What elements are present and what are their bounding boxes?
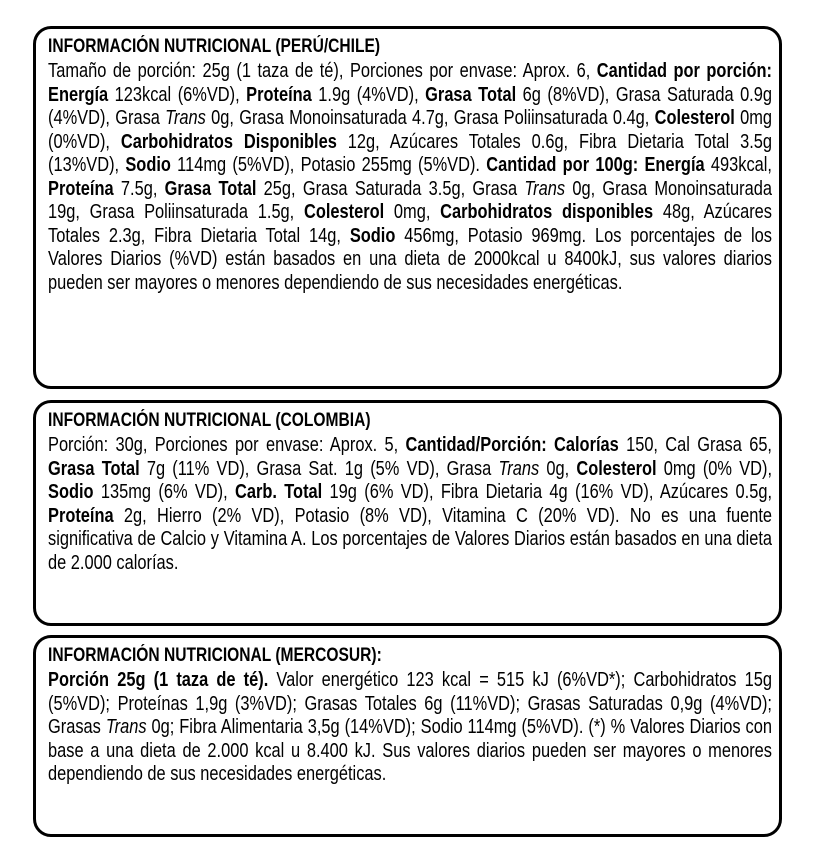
bold-label: Grasa Total [164, 176, 257, 200]
text-run: 123kcal (6%VD), [108, 82, 247, 106]
text-run: 0g, Grasa Monoinsaturada 19g, Grasa Poliinsaturada 1.5g, [48, 176, 772, 223]
text-run: 2g, Hierro (2% VD), Potasio (8% VD), Vitamina C (20% VD). No es una fuente significativa de Calcio y Vitamina A. Los porcentajes de Valores Diarios están basados en una dieta de 2.000 calorías. [48, 503, 772, 574]
text-run: 0mg (0%VD), [48, 106, 772, 153]
bold-label: Colesterol [303, 200, 385, 223]
text-run: 25g, Grasa Saturada 3.5g, Grasa [256, 176, 525, 200]
bold-label: Colesterol [654, 106, 735, 129]
italic-term: Trans [165, 106, 206, 129]
bold-label: Proteína [48, 176, 114, 200]
text-run: 7g (11% VD), Grasa Sat. 1g (5% VD), Grasa [139, 456, 499, 480]
bold-label: Cantidad/Porción: Calorías [405, 433, 619, 456]
bold-label: Sodio [48, 480, 94, 503]
bold-label: Sodio [125, 153, 171, 176]
nutrition-panel-peru-chile [33, 26, 782, 389]
text-run: 0mg (0% VD), [656, 456, 773, 480]
bold-label: Carb. Total [235, 480, 323, 503]
text-run: 6g (8%VD), Grasa Saturada 0.9g (4%VD), Grasa [48, 82, 772, 129]
text-run: 12g, Azúcares Totales 0.6g, Fibra Dietaria Total 3.5g (13%VD), [48, 129, 772, 176]
panel-title: INFORMACIÓN NUTRICIONAL (PERÚ/CHILE) [48, 36, 381, 57]
text-run: Porción: 30g, Porciones por envase: Aprox. 5, [48, 433, 406, 456]
text-run: 0mg, [384, 200, 441, 223]
panel-body [48, 59, 772, 294]
bold-label: Grasa Total [425, 82, 517, 106]
text-run: 493kcal, [704, 153, 772, 176]
bold-label: Grasa Total [48, 456, 140, 480]
text-run: 114mg (5%VD), Potasio 255mg (5%VD). [170, 153, 487, 176]
panel-title: INFORMACIÓN NUTRICIONAL (MERCOSUR): [48, 645, 382, 666]
bold-label: Proteína [246, 82, 312, 106]
text-run: 0g; Fibra Alimentaria 3,5g (14%VD); Sodio 114mg (5%VD). (*) % Valores Diarios con base a una dieta de 2.000 kcal u 8.400 kJ. Sus valores diarios pueden ser mayores o menores dependiendo de sus necesidades energéticas. [48, 715, 773, 785]
text-run: 456mg, Potasio 969mg. Los porcentajes de los Valores Diarios (%VD) están basados en una dieta de 2000kcal u 8400kJ, sus valores diarios pueden ser mayores o menores dependiendo de sus necesidades energéticas. [48, 223, 772, 294]
nutrition-panel-mercosur [33, 635, 782, 837]
bold-label: Carbohidratos Disponibles [120, 129, 337, 153]
text-run: 19g (6% VD), Fibra Dietaria 4g (16% VD), Azúcares 0.5g, [322, 480, 772, 503]
italic-term: Trans [105, 715, 147, 738]
text-run: 150, Cal Grasa 65, [618, 433, 772, 456]
text-run: 0g, [539, 456, 577, 480]
text-run: 1.9g (4%VD), [311, 82, 426, 106]
panel-body [48, 433, 772, 574]
bold-label: Porción 25g (1 taza de té). [48, 668, 269, 691]
text-run: 7.5g, [113, 176, 165, 200]
bold-label: Carbohidratos disponibles [440, 200, 654, 223]
italic-term: Trans [498, 456, 540, 480]
bold-label: Sodio [349, 223, 396, 247]
bold-label: Cantidad por 100g: Energía [486, 153, 705, 176]
text-run: Valor energético 123 kcal = 515 kJ (6%VD*); Carbohidratos 15g (5%VD); Proteínas 1,9g (3%VD); Grasas Totales 6g (11%VD); Grasas Saturadas 0,9g (4%VD); Grasas [48, 668, 772, 738]
text-run: 135mg (6% VD), [93, 480, 235, 503]
text-run: Tamaño de porción: 25g (1 taza de té), Porciones por envase: Aprox. 6, [48, 59, 597, 82]
nutrition-panel-colombia [33, 400, 782, 626]
panel-body [48, 668, 772, 786]
text-run: 0g, Grasa Monoinsaturada 4.7g, Grasa Poliinsaturada 0.4g, [205, 106, 655, 129]
bold-label: Cantidad por porción: Energía [48, 59, 773, 106]
bold-label: Proteína [48, 503, 114, 527]
panel-title: INFORMACIÓN NUTRICIONAL (COLOMBIA) [48, 410, 371, 431]
bold-label: Colesterol [576, 456, 657, 480]
text-run: 48g, Azúcares Totales 2.3g, Fibra Dietaria Total 14g, [48, 200, 772, 247]
italic-term: Trans [524, 176, 566, 200]
